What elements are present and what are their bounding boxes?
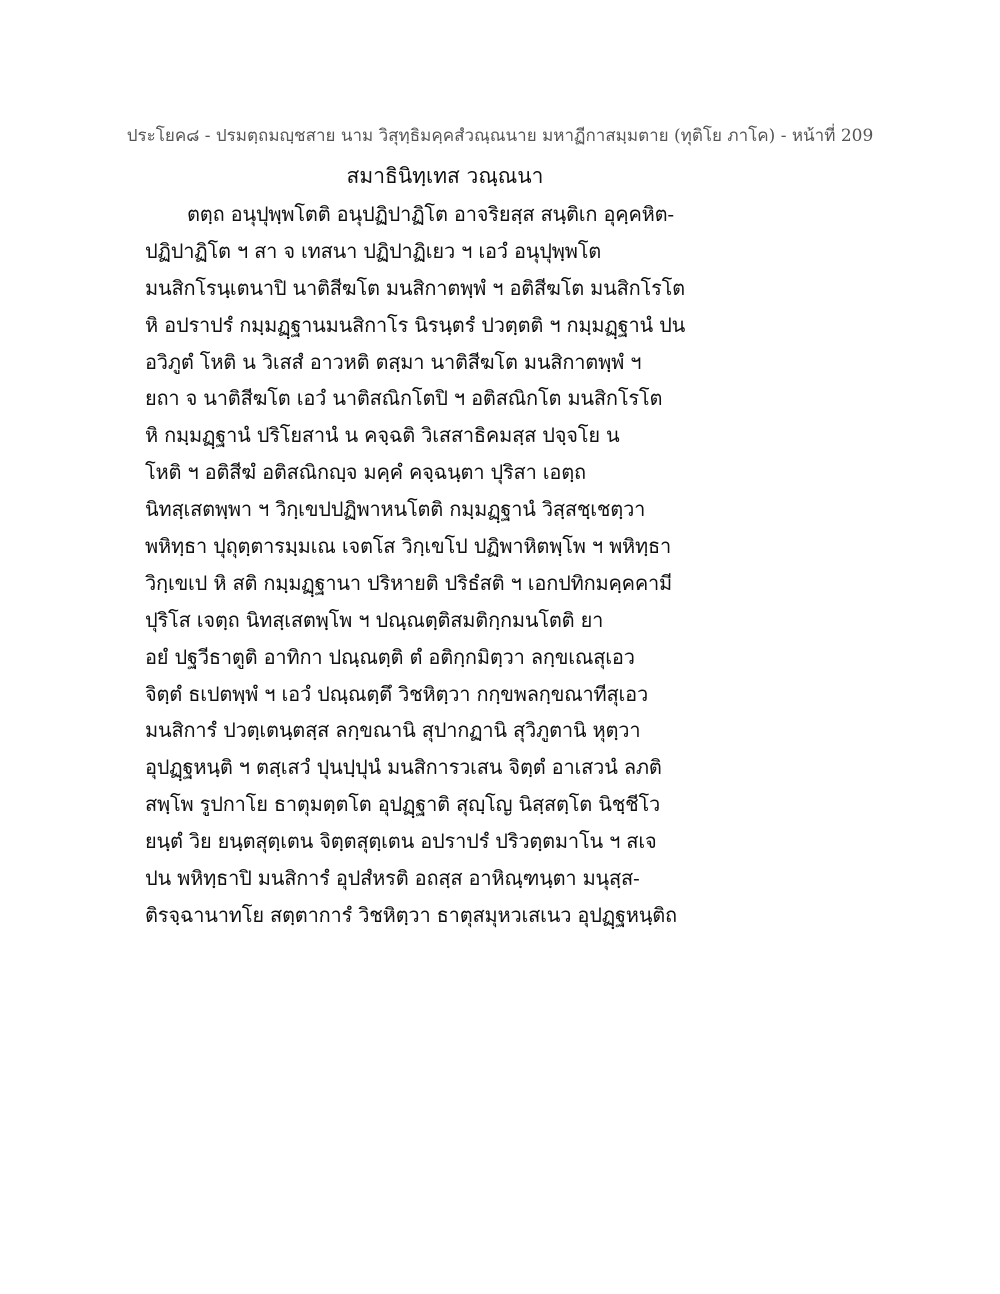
body-text (145, 196, 705, 934)
text-line: จิตฺตํ ธเปตพฺพํ ฯ เอวํ ปณฺณตฺตึ วิชหิตฺวา กกฺขพลกฺขณาทีสุเอว (145, 681, 649, 706)
text-line: ตตฺถ อนุปุพฺพโตติ อนุปฏิปาฏิโต อาจริยสฺส สนฺติเก อุคฺคหิต- (187, 202, 674, 226)
section-title: สมาธินิทฺเทส วณฺณนา (346, 164, 544, 188)
text-line: พหิทฺธา ปุถุตฺตารมฺมเณ เจตโส วิกฺเขโป ปฏิพาหิตพฺโพ ฯ พหิทฺธา (145, 534, 672, 559)
text-line: สพฺโพ รูปกาโย ธาตุมตฺตโต อุปฏฺฐาติ สุญฺโญ นิสฺสตฺโต นิชฺชีโว (145, 792, 661, 817)
text-line: หิ อปราปรํ กมฺมฏฺฐานมนสิกาโร นิรนฺตรํ ปวตฺตติ ฯ กมฺมฏฺฐานํ ปน (145, 312, 686, 337)
text-line: ปฏิปาฏิโต ฯ สา จ เทสนา ปฏิปาฏิเยว ฯ เอวํ อนุปุพฺพโต (145, 238, 602, 263)
text-line: หิ กมฺมฏฺฐานํ ปริโยสานํ น คจฺฉติ วิเสสาธิคมสฺส ปจฺจโย น (145, 423, 620, 448)
text-line: โหติ ฯ อติสีฆํ อติสณิกญฺจ มคฺคํ คจฺฉนฺตา ปุริสา เอตฺถ (145, 460, 586, 485)
text-line: มนสิการํ ปวตฺเตนฺตสฺส ลกฺขณานิ สุปากฏานิ สุวิภูตานิ หุตฺวา (145, 718, 641, 743)
text-line: อยํ ปฐวีธาตูติ อาทิกา ปณฺณตฺติ ตํ อติกฺกมิตฺวา ลกฺขเณสุเอว (145, 644, 635, 669)
text-line: อุปฏฺฐหนฺติ ฯ ตสฺเสวํ ปุนปฺปุนํ มนสิการวเสน จิตฺตํ อาเสวนํ ลภติ (145, 755, 662, 780)
text-line: นิทสฺเสตพฺพา ฯ วิกฺเขปปฏิพาหนโตติ กมฺมฏฺฐานํ วิสฺสชฺเชตฺวา (145, 497, 646, 522)
text-line: อวิภูตํ โหติ น วิเสสํ อาวหติ ตสฺมา นาติสีฆโต มนสิกาตพฺพํ ฯ (145, 349, 642, 374)
text-line: ยถา จ นาติสีฆโต เอวํ นาติสณิกโตปิ ฯ อติสณิกโต มนสิกโรโต (145, 386, 663, 411)
text-line: วิกฺเขเป หิ สติ กมฺมฏฺฐานา ปริหายติ ปริธํสติ ฯ เอกปทิกมคฺคคามี (145, 570, 673, 595)
text-line: มนสิกโรนฺเตนาปิ นาติสีฆโต มนสิกาตพฺพํ ฯ อติสีฆโต มนสิกโรโต (145, 275, 685, 300)
text-line: ปน พหิทฺธาปิ มนสิการํ อุปสํหรติ อถสฺส อาหิณฺฑนฺตา มนุสฺส- (145, 866, 640, 891)
page-header-running-title: ประโยค๘ - ปรมตฺถมญฺชสาย นาม วิสุทฺธิมคฺคสํวณฺณนาย มหาฏีกาสมฺมตาย (ทุติโย ภาโค) - หน้าที่ 209 (126, 126, 874, 146)
text-line: ยนฺตํ วิย ยนฺตสุตฺเตน จิตฺตสุตฺเตน อปราปรํ ปริวตฺตมาโน ฯ สเจ (145, 829, 657, 854)
text-line: ปุริโส เจตฺถ นิทสฺเสตพฺโพ ฯ ปณฺณตฺติสมติกฺกมนโตติ ยา (145, 607, 604, 632)
text-line: ติรจฺฉานาทโย สตฺตาการํ วิชหิตฺวา ธาตุสมุหวเสเนว อุปฏฺฐหนฺติถ (145, 902, 677, 927)
